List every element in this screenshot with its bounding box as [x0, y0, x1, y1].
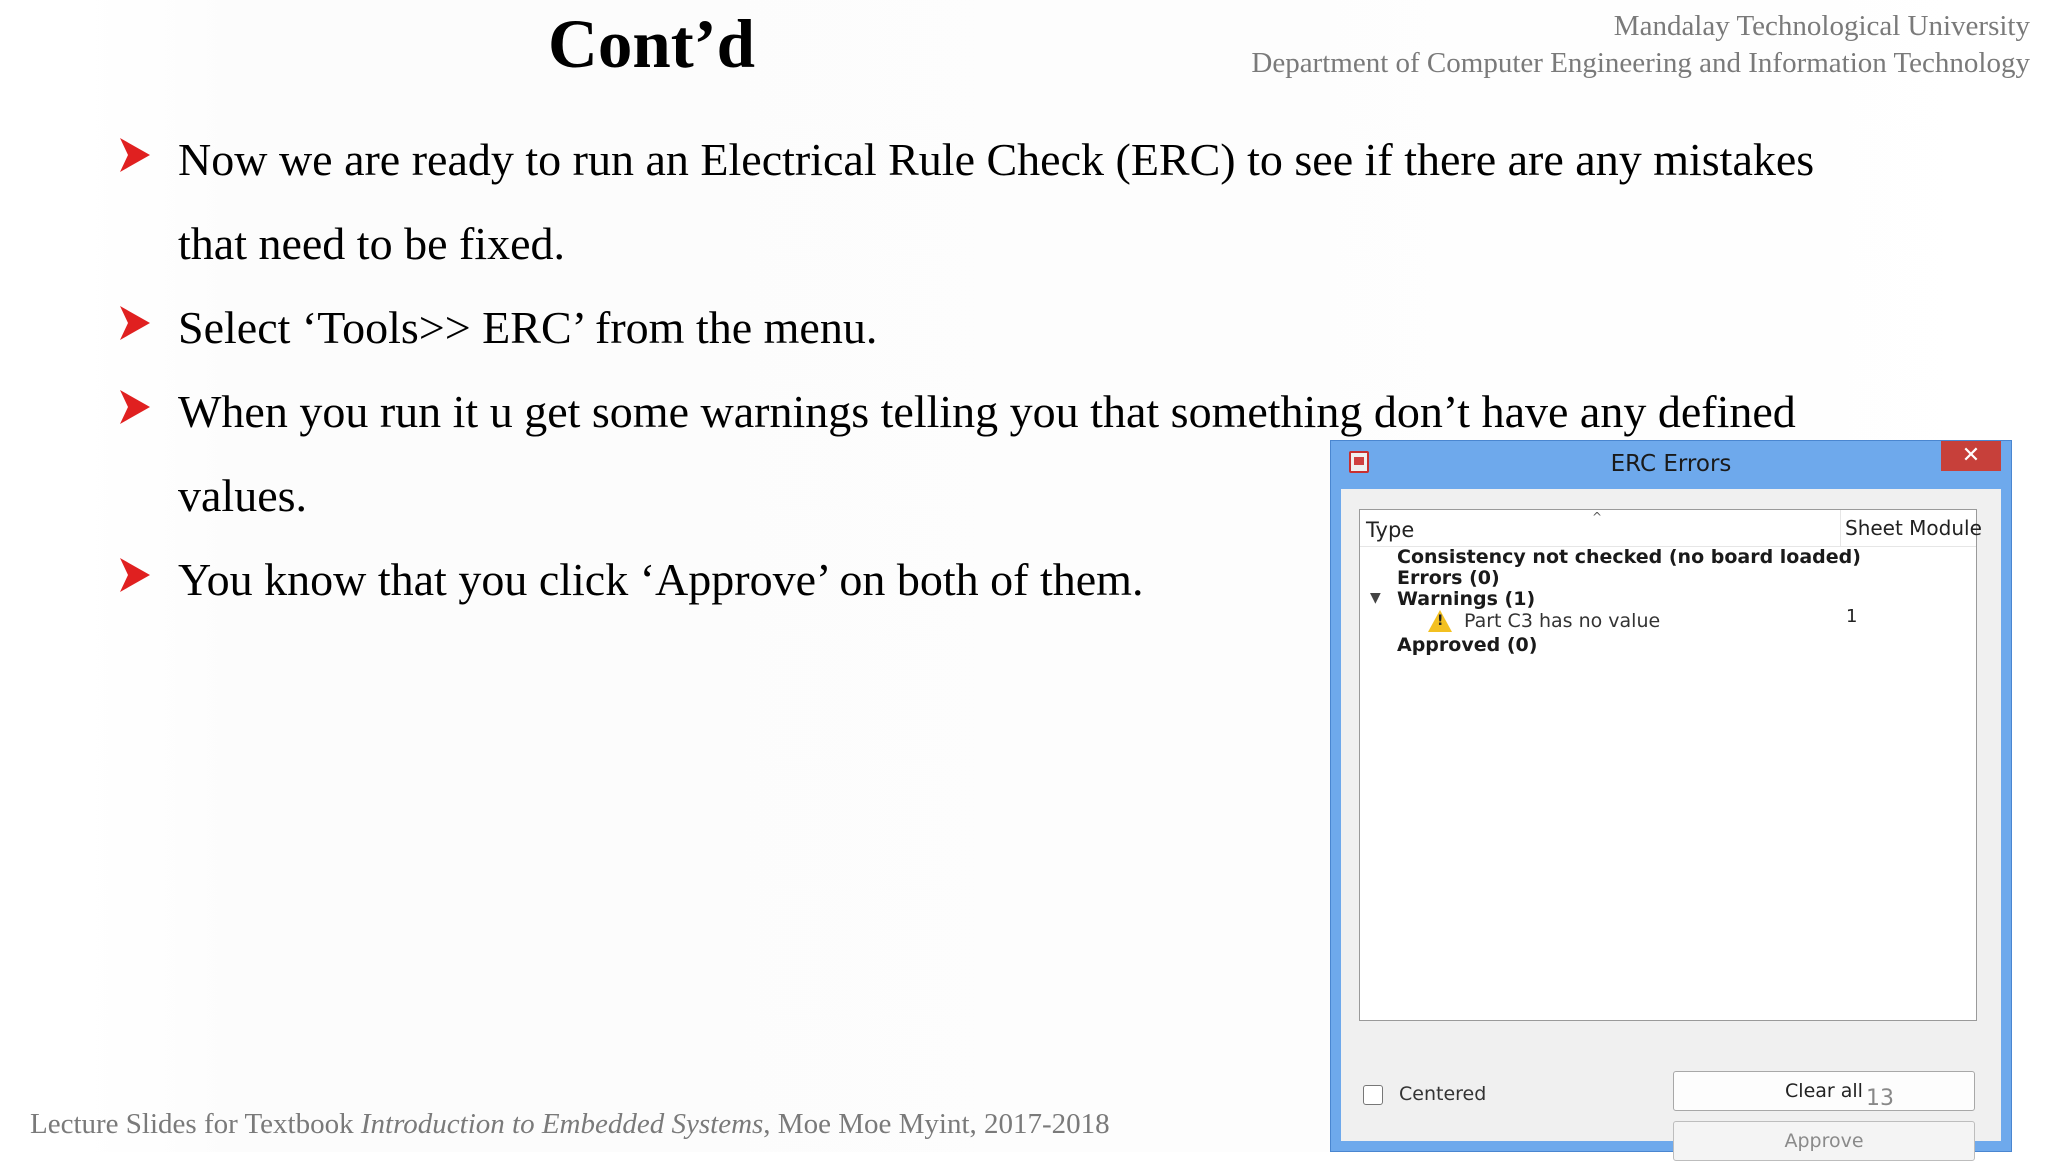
footer-prefix: Lecture Slides for Textbook	[30, 1108, 361, 1140]
list-item[interactable]: Warnings (1)	[1397, 588, 1536, 610]
warning-text: Part C3 has no value	[1464, 610, 1661, 632]
arrow-bullet-icon	[120, 390, 150, 424]
warning-icon-mark: !	[1437, 613, 1444, 629]
bullet-item-1	[120, 118, 1920, 286]
institution-header	[1251, 8, 2030, 82]
arrow-bullet-icon	[120, 306, 150, 340]
list-item[interactable]: Errors (0)	[1397, 567, 1500, 589]
footer-book-title: Introduction to Embedded Systems	[360, 1108, 764, 1140]
close-icon: ✕	[1961, 443, 1981, 468]
slide-title: Cont’d	[548, 6, 756, 82]
dialog-titlebar[interactable]	[1331, 441, 2011, 489]
arrow-bullet-icon	[120, 558, 150, 592]
approve-button[interactable]: Approve	[1673, 1121, 1975, 1161]
list-item[interactable]: Approved (0)	[1397, 634, 1538, 656]
column-header-type[interactable]: Type	[1366, 518, 1415, 542]
centered-checkbox[interactable]	[1363, 1085, 1383, 1105]
expand-arrow-icon[interactable]: ▼	[1370, 590, 1381, 606]
centered-label: Centered	[1399, 1083, 1487, 1105]
bullet-item-2	[120, 286, 1920, 370]
bullet-text: You know that you click ‘Approve’ on both of them.	[178, 554, 1144, 605]
sort-caret-icon: ^	[1592, 510, 1603, 524]
close-button[interactable]	[1941, 441, 2001, 471]
footer-suffix: , Moe Moe Myint, 2017-2018	[763, 1108, 1110, 1140]
institution-name: Mandalay Technological University	[1613, 10, 2030, 42]
dialog-body	[1341, 489, 2001, 1152]
list-item[interactable]: Consistency not checked (no board loaded)	[1397, 546, 1861, 568]
bullet-text-continuation: values.	[178, 470, 308, 521]
clear-all-button[interactable]: Clear all	[1673, 1071, 1975, 1111]
bullet-text: Now we are ready to run an Electrical Rule Check (ERC) to see if there are any mistakes	[178, 134, 1815, 185]
bullet-text-continuation: that need to be fixed.	[178, 218, 566, 269]
dialog-title: ERC Errors	[1610, 451, 1732, 477]
sheet-value: 1	[1846, 606, 1858, 627]
erc-errors-dialog	[1330, 440, 2012, 1152]
column-header-sheet-module[interactable]: Sheet Module	[1840, 510, 1982, 546]
list-header	[1360, 510, 1982, 547]
department-name: Department of Computer Engineering and Information Technology	[1251, 47, 2030, 79]
bullet-text: Select ‘Tools>> ERC’ from the menu.	[178, 302, 878, 353]
slide-footer	[30, 1108, 1110, 1141]
arrow-bullet-icon	[120, 138, 150, 172]
slide-number: 13	[1866, 1086, 1894, 1111]
bullet-text: When you run it u get some warnings telling you that something don’t have any defined	[178, 386, 1796, 437]
erc-list[interactable]	[1359, 509, 1982, 1021]
